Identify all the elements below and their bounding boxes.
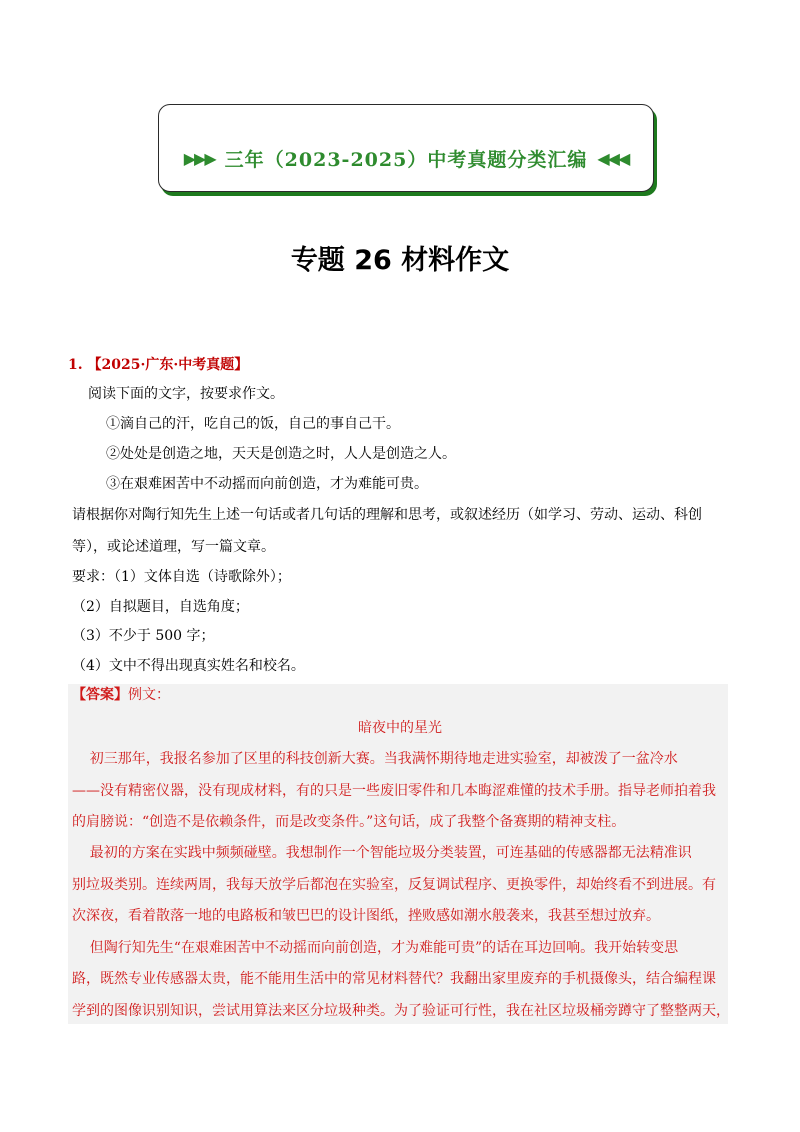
banner-content <box>159 145 653 172</box>
page-title: 专题 26 材料作文 <box>290 245 510 276</box>
question-intro: 阅读下面的文字，按要求作文。 <box>88 386 284 402</box>
essay-line-1: 初三那年，我报名参加了区里的科技创新大赛。当我满怀期待地走进实验室，却被泼了一盆冷水 <box>72 751 678 767</box>
essay-line-3: 的肩膀说：“创造不是依赖条件，而是改变条件。”这句话，成了我整个备赛期的精神支柱。 <box>72 814 626 830</box>
requirement-1: 要求：（1）文体自选（诗歌除外）； <box>72 569 291 585</box>
answer-label-suffix: 例文： <box>128 687 170 703</box>
requirement-2: （2）自拟题目，自选角度； <box>72 599 249 615</box>
requirement-4: （4）文中不得出现真实姓名和校名。 <box>72 658 305 674</box>
prompt-line-1: 请根据你对陶行知先生上述一句话或者几句话的理解和思考，或叙述经历（如学习、劳动、运动、科创 <box>72 507 702 523</box>
essay-line-4: 最初的方案在实践中频频碰壁。我想制作一个智能垃圾分类装置，可连基础的传感器都无法精准识 <box>72 845 692 861</box>
quote-1: ①滴自己的汗，吃自己的饭，自己的事自己干。 <box>106 416 400 432</box>
essay-title: 暗夜中的星光 <box>358 720 442 736</box>
arrows-right-icon: ▶▶▶ <box>183 149 215 168</box>
quote-3: ③在艰难困苦中不动摇而向前创造，才为难能可贵。 <box>106 476 428 492</box>
answer-label-line <box>72 685 170 705</box>
answer-label: 【答案】 <box>72 687 128 703</box>
question-number-label: 1. 【2025·广东·中考真题】 <box>68 357 249 373</box>
essay-line-2: ——没有精密仪器，没有现成材料，有的只是一些废旧零件和几本晦涩难懂的技术手册。指导老师拍着我 <box>72 783 716 799</box>
essay-line-8: 路，既然专业传感器太贵，能不能用生活中的常见材料替代？我翻出家里废弃的手机摄像头，结合编程课 <box>72 971 716 987</box>
arrows-left-icon: ◀◀◀ <box>597 149 629 168</box>
requirement-3: （3）不少于 500 字； <box>72 628 215 644</box>
essay-line-9: 学到的图像识别知识，尝试用算法来区分垃圾种类。为了验证可行性，我在社区垃圾桶旁蹲守了整整两天， <box>72 1003 730 1019</box>
essay-line-5: 别垃圾类别。连续两周，我每天放学后都泡在实验室，反复调试程序、更换零件，却始终看不到进展。有 <box>72 877 716 893</box>
essay-line-7: 但陶行知先生“在艰难困苦中不动摇而向前创造，才为难能可贵”的话在耳边回响。我开始转变思 <box>72 940 679 956</box>
quote-2: ②处处是创造之地，天天是创造之时，人人是创造之人。 <box>106 446 456 462</box>
prompt-line-2: 等），或论述道理，写一篇文章。 <box>72 539 275 555</box>
banner-text: 三年（2023-2025）中考真题分类汇编 <box>224 149 588 171</box>
essay-line-6: 次深夜，看着散落一地的电路板和皱巴巴的设计图纸，挫败感如潮水般袭来，我甚至想过放弃。 <box>72 908 660 924</box>
header-banner <box>158 104 654 192</box>
